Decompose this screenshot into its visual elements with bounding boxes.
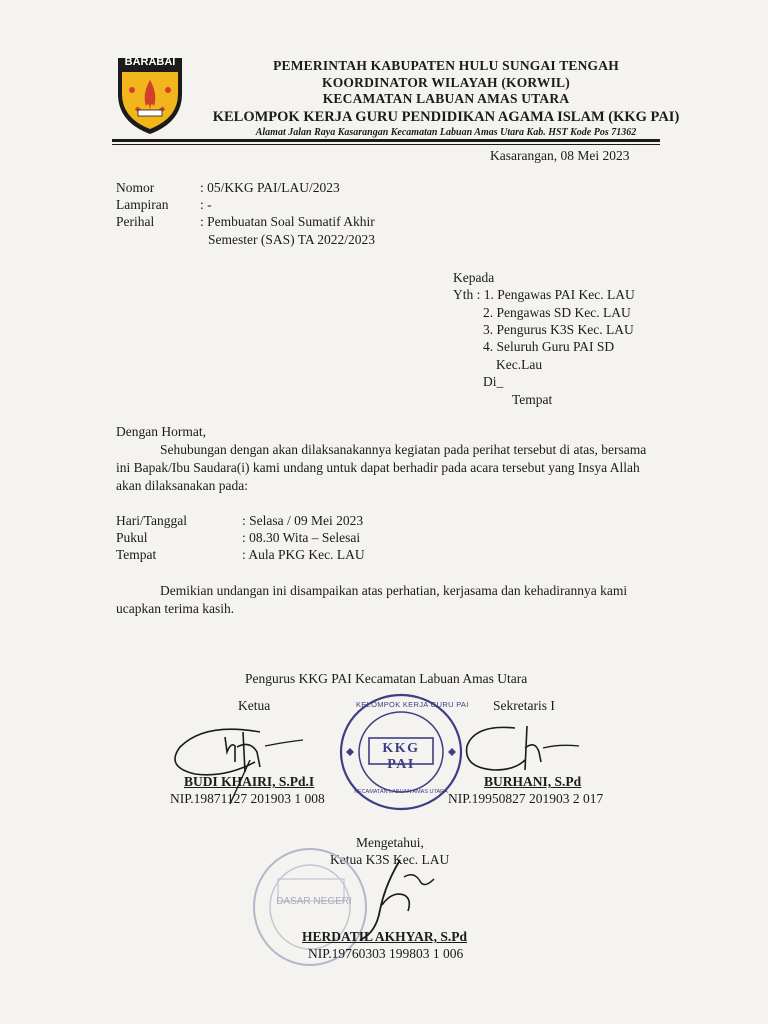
recipient-yth: Yth : 1. Pengawas PAI Kec. LAU [453,287,635,302]
perihal-label: Perihal [116,214,155,229]
ketua-name: BUDI KHAIRI, S.Pd.I [184,774,315,789]
ketua-title: Ketua [238,698,271,713]
nomor-value: : 05/KKG PAI/LAU/2023 [200,180,340,195]
stamp-bottom-text: KECAMATAN LABUAN AMAS UTARA [354,789,448,795]
recipient-kepada: Kepada [453,270,495,285]
sekretaris-nip: NIP.19950827 201903 2 017 [448,791,604,806]
recipient-4b: Kec.Lau [496,357,543,372]
school-stamp-text: DASAR NEGERI [276,896,352,907]
nomor-label: Nomor [116,180,155,195]
letterhead-line-2: KOORDINATOR WILAYAH (KORWIL) [322,74,570,90]
body-line-1: Sehubungan dengan akan dilaksanakannya kegiatan pada perihat tersebut di atas, bersama [160,442,647,457]
k3s-name: HERDATIL AKHYAR, S.Pd [302,929,468,944]
logo-label: BARABAI [124,56,176,68]
letterhead-rule-thin [112,144,660,145]
recipient-4: 4. Seluruh Guru PAI SD [483,339,615,354]
perihal-value-line-2: Semester (SAS) TA 2022/2023 [208,232,376,247]
letterhead [196,58,696,140]
lampiran-label: Lampiran [116,197,169,212]
mengetahui-label: Mengetahui, [356,835,424,850]
letterhead-line-3: KECAMATAN LABUAN AMAS UTARA [322,91,570,106]
pukul-label: Pukul [116,530,148,545]
letterhead-address: Alamat Jalan Raya Kasarangan Kecamatan Labuan Amas Utara Kab. HST Kode Pos 71362 [255,126,637,138]
recipient-di: Di_ [483,374,504,389]
sekretaris-title: Sekretaris I [493,698,555,713]
perihal-value-line-1: : Pembuatan Soal Sumatif Akhir [200,214,375,229]
closing-line-1: Demikian undangan ini disampaikan atas perhatian, kerjasama dan kehadirannya kami [160,583,628,598]
k3s-title: Ketua K3S Kec. LAU [330,852,450,867]
hari-value: : Selasa / 09 Mei 2023 [242,513,364,528]
hari-label: Hari/Tanggal [116,513,188,528]
lampiran-value: : - [200,197,212,212]
pukul-value: : 08.30 Wita – Selesai [242,530,361,545]
k3s-nip: NIP.19760303 199803 1 006 [308,946,464,961]
body-line-3: akan dilaksanakan pada: [116,478,248,493]
tempat-value: : Aula PKG Kec. LAU [242,547,365,562]
recipient-2: 2. Pengawas SD Kec. LAU [483,305,631,320]
sekretaris-name: BURHANI, S.Pd [484,774,582,789]
ketua-nip: NIP.19871127 201903 1 008 [170,791,325,806]
place-date: Kasarangan, 08 Mei 2023 [490,148,630,163]
letterhead-rule-thick [112,139,660,142]
stamp-center-text: KKG PAI [382,741,420,772]
letterhead-line-4: KELOMPOK KERJA GURU PENDIDIKAN AGAMA ISLAM (KKG PAI) [212,108,680,125]
letterhead-line-1: PEMERINTAH KABUPATEN HULU SUNGAI TENGAH [273,58,619,73]
recipient-tempat: Tempat [512,392,553,407]
body-line-2: ini Bapak/Ibu Saudara(i) kami undang untuk dapat berhadir pada acara tersebut yang Insya Allah [116,460,640,475]
recipient-3: 3. Pengurus K3S Kec. LAU [483,322,634,337]
salutation: Dengan Hormat, [116,424,206,439]
closing-line-2: ucapkan terima kasih. [116,601,235,616]
stamp-arc-text: KELOMPOK KERJA GURU PAI [356,700,469,709]
tempat-label: Tempat [116,547,157,562]
signature-org: Pengurus KKG PAI Kecamatan Labuan Amas Utara [245,671,528,686]
